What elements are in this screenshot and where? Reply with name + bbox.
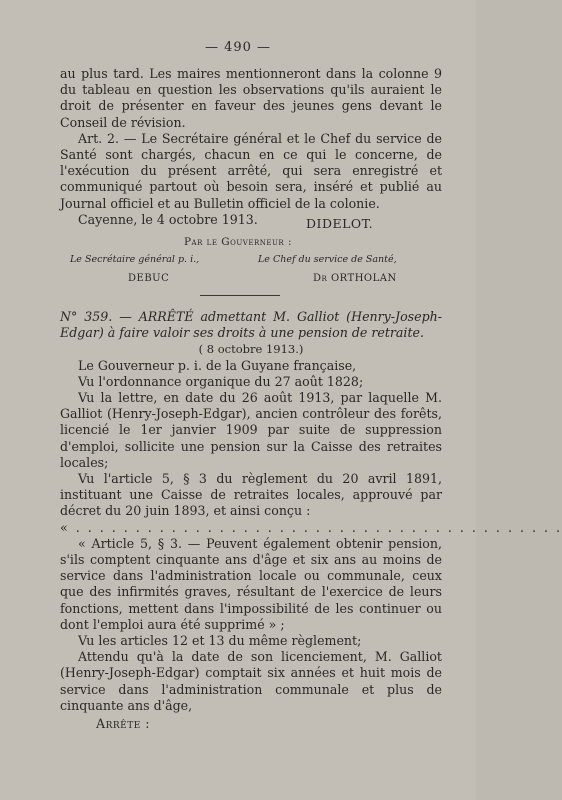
ellipsis-line: « . . . . . . . . . . . . . . . . . . . . . . . . . . . . . . . . . . . . . . . . . (60, 519, 562, 535)
article-quote: « Article 5, § 3. — Peuvent également obtenir pension, s'ils comptent cinquante ans d'âge et six ans au moins de service dans l'administration locale ou communale, ceux que des infirmités graves, résultant de l'exercice de leurs fonctions, mettent dans l'impossibilité de les continuer ou dont l'emploi aura été supprimé » ; (60, 535, 442, 632)
health-chief-name: Dr ORTHOLAN (313, 273, 397, 284)
paragraph-continuation: au plus tard. Les maires mentionneront dans la colonne 9 du tableau en question les observations qu'ils auraient le droit de présenter en faveur des jeunes gens devant le Conseil de révision. (60, 66, 442, 130)
dateline: Cayenne, le 4 octobre 1913. (78, 211, 258, 227)
text-block-arrete (60, 309, 562, 732)
arrete-date: ( 8 octobre 1913.) (198, 342, 304, 357)
par-le-gouverneur: Par le Gouverneur : (183, 236, 293, 248)
separator-rule (200, 295, 280, 296)
secretary-name: DEBUC (128, 273, 170, 284)
vu-lettre: Vu la lettre, en date du 26 août 1913, par laquelle M. Galliot (Henry-Joseph-Edgar), ancien contrôleur des forêts, licencié le 1er janvier 1909 par suite de suppression d'emploi, sollicite une pension sur la Caisse des retraites locales; (60, 390, 442, 470)
vu-ordonnance: Vu l'ordonnance organique du 27 août 1828; (78, 373, 364, 389)
gouverneur-line: Le Gouverneur p. i. de la Guyane française, (78, 357, 357, 373)
secretary-title: Le Secrétaire général p. i., (70, 254, 200, 265)
vu-article: Vu l'article 5, § 3 du règlement du 20 avril 1891, instituant une Caisse de retraites locales, approuvé par décret du 20 juin 1893, et ainsi conçu : (60, 471, 442, 519)
page-number: — 490 — (204, 40, 272, 55)
attendu-paragraph: Attendu qu'à la date de son licenciement, M. Galliot (Henry-Joseph-Edgar) comptait six années et huit mois de service dans l'administration communale et plus de cinquante ans d'âge, (60, 649, 442, 713)
arrete-final: Arrête : (96, 716, 151, 732)
health-chief-title: Le Chef du service de Santé, (258, 254, 397, 265)
text-block-top (60, 66, 442, 228)
signer-name: DIDELOT. (306, 216, 374, 231)
arrete-heading: N° 359. — ARRÊTÉ admettant M. Galliot (Henry-Joseph-Edgar) à faire valoir ses droits à une pension de retraite. (60, 309, 442, 341)
paragraph-article-2: Art. 2. — Le Secrétaire général et le Chef du service de Santé sont chargés, chacun en ce qui le concerne, de l'exécution du présent arrêté, qui sera enregistré et communiqué partout où besoin sera, inséré et publié au Journal officiel et au Bulletin officiel de la colonie. (60, 130, 442, 211)
vu-articles: Vu les articles 12 et 13 du même règlement; (78, 633, 362, 649)
